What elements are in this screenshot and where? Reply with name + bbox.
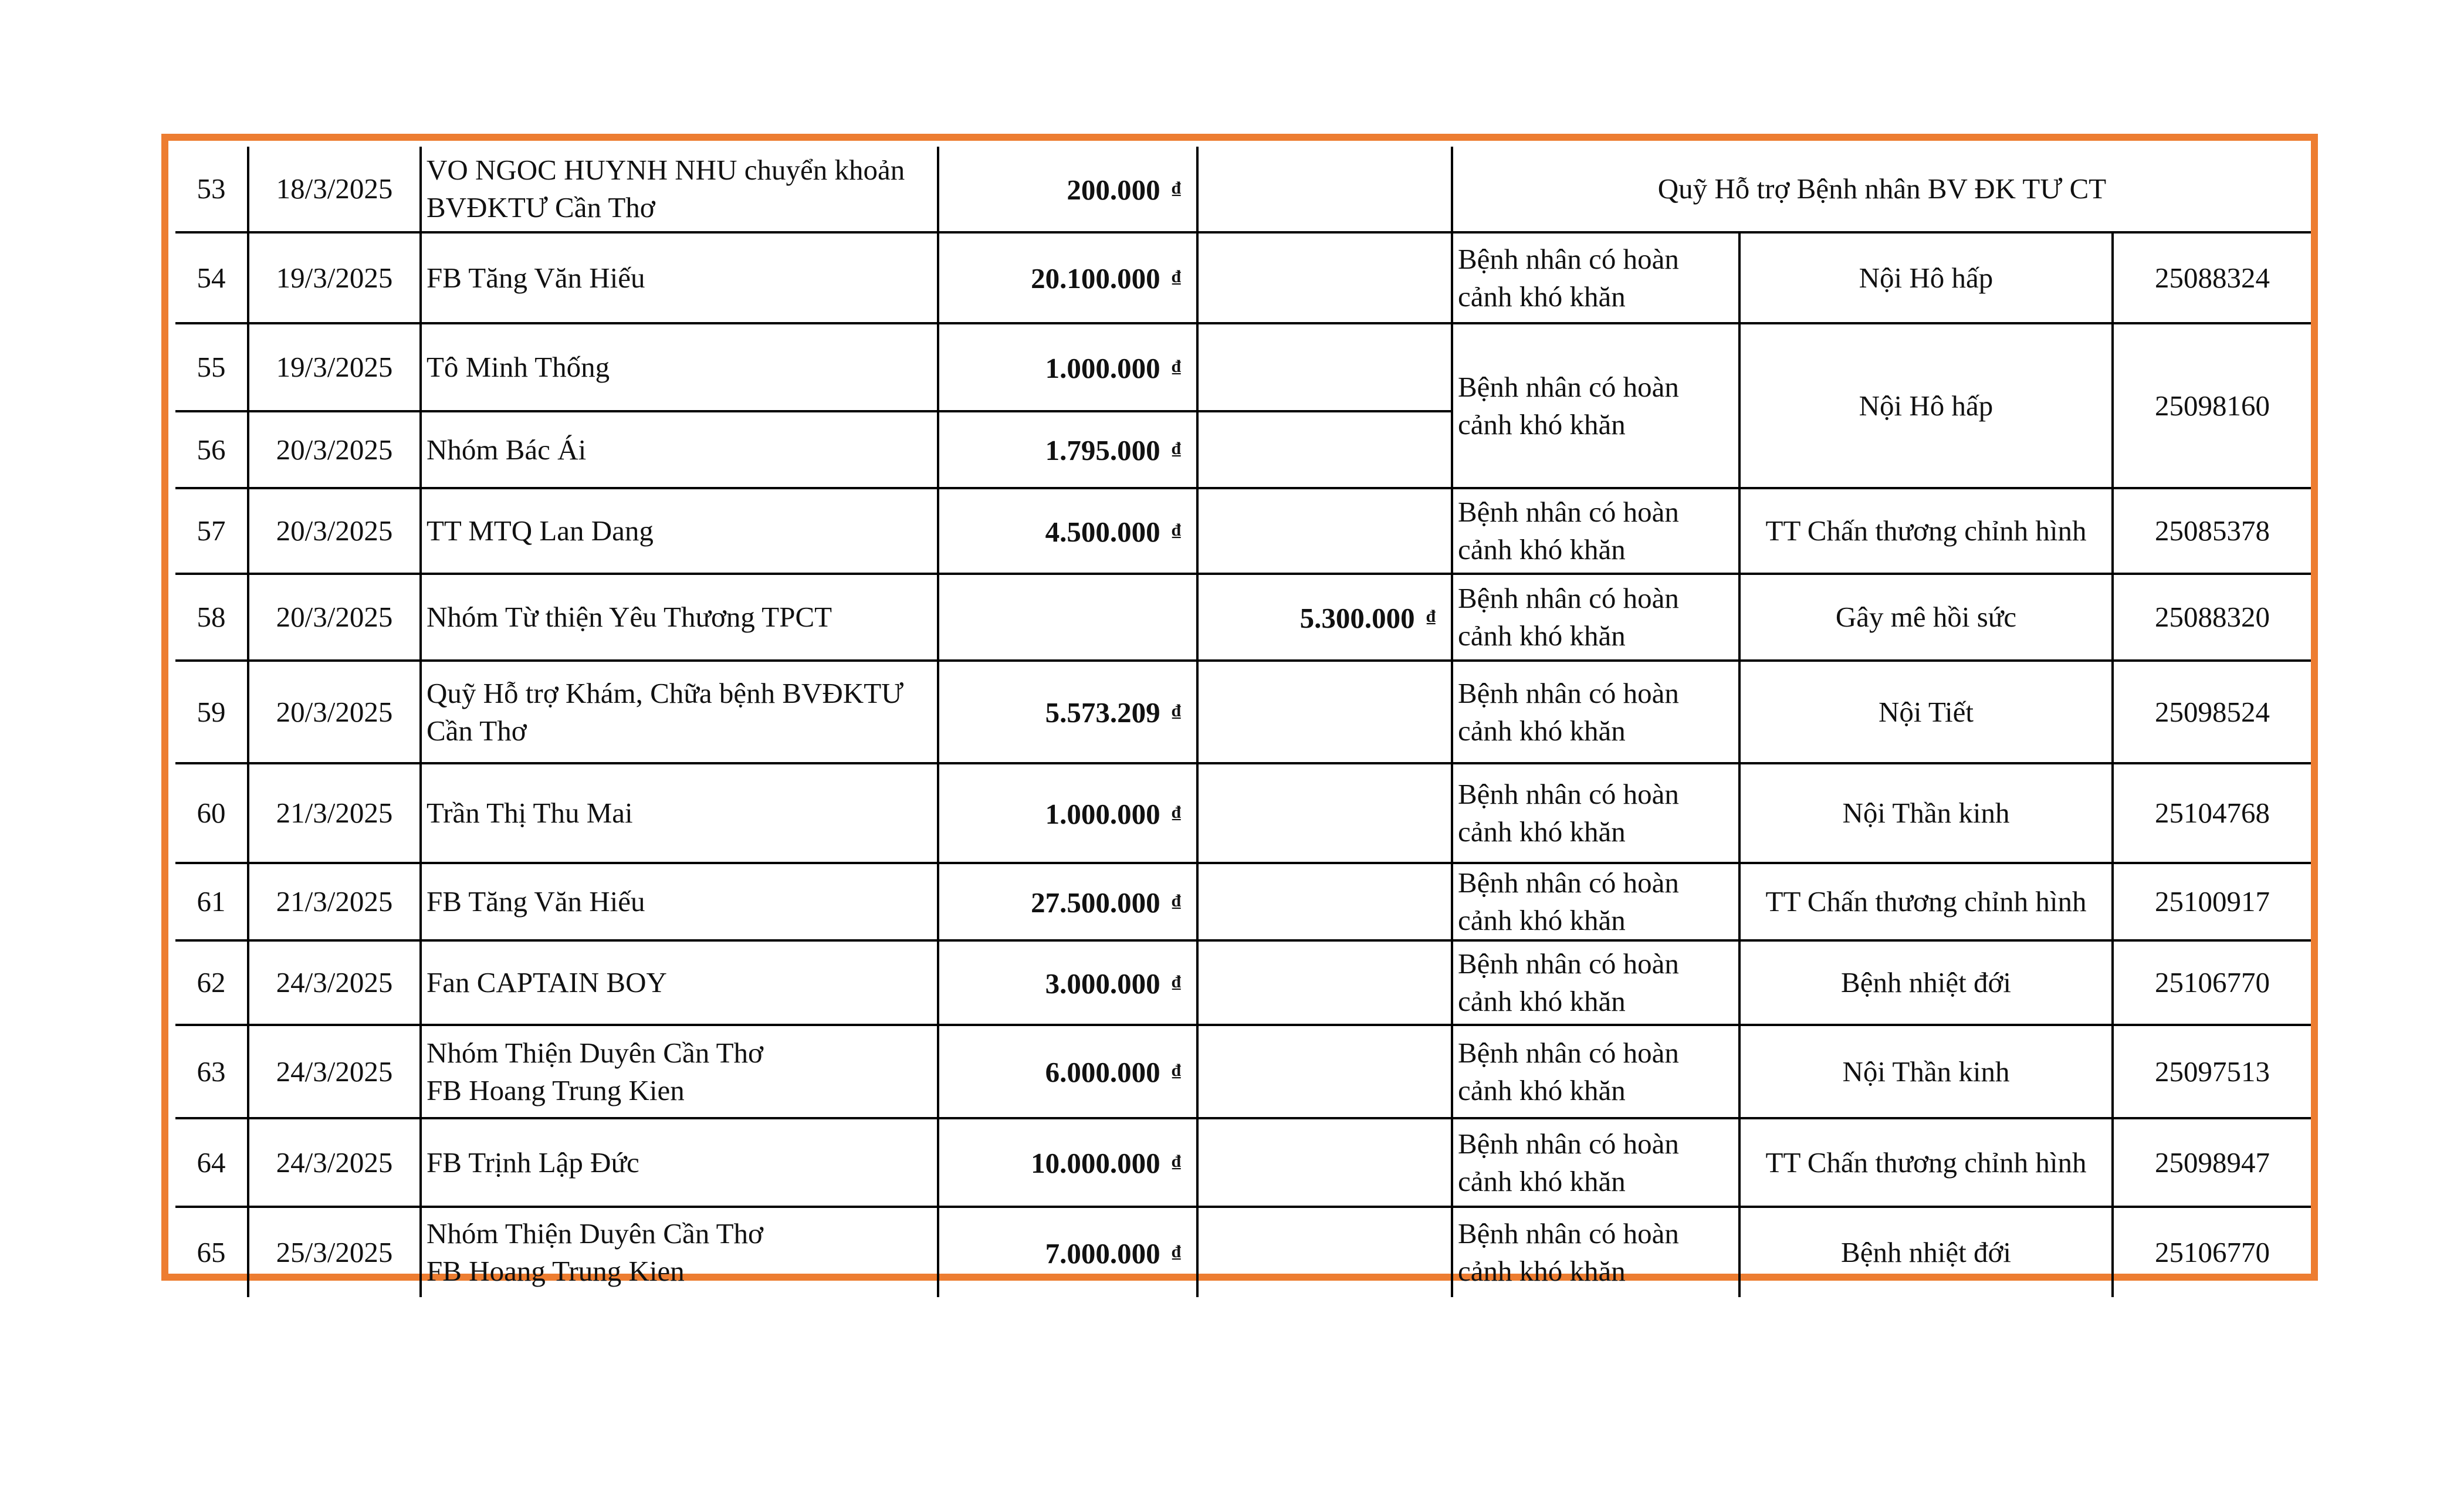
amount-cell xyxy=(938,763,1197,863)
purpose-line: cảnh khó khăn xyxy=(1458,815,1626,848)
donor-name-line: Tô Minh Thống xyxy=(427,351,610,383)
patient-code-cell: 25098160 xyxy=(2113,323,2311,488)
donor-name-line: Trần Thị Thu Mai xyxy=(427,797,633,829)
purpose-line: cảnh khó khăn xyxy=(1458,280,1626,313)
purpose-cell xyxy=(1452,574,1739,661)
table-body xyxy=(175,147,2311,1297)
amount-cell xyxy=(938,488,1197,574)
stt-cell: 53 xyxy=(175,147,248,232)
stt-cell: 58 xyxy=(175,574,248,661)
purpose-line: cảnh khó khăn xyxy=(1458,620,1626,652)
stt-cell: 63 xyxy=(175,1025,248,1118)
purpose-line: Bệnh nhân có hoàn xyxy=(1458,778,1679,810)
patient-code-cell: 25097513 xyxy=(2113,1025,2311,1118)
amount-value: 27.500.000 xyxy=(1031,886,1160,919)
amount-value: 20.100.000 xyxy=(1031,262,1160,295)
department-cell: Nội Thần kinh xyxy=(1739,763,2113,863)
amount-cell xyxy=(938,940,1197,1025)
department-cell: Nội Thần kinh xyxy=(1739,1025,2113,1118)
purpose-line: Bệnh nhân có hoàn xyxy=(1458,1127,1679,1160)
purpose-cell xyxy=(1452,1207,1739,1297)
amount2-cell xyxy=(1197,323,1452,411)
date-cell: 21/3/2025 xyxy=(248,863,421,940)
table-row xyxy=(175,863,2311,940)
date-cell: 20/3/2025 xyxy=(248,411,421,488)
donor-name-line: FB Hoang Trung Kien xyxy=(427,1255,685,1287)
table-row xyxy=(175,147,2311,232)
donor-name-line: FB Tăng Văn Hiếu xyxy=(427,261,645,294)
patient-code-cell: 25098524 xyxy=(2113,661,2311,763)
patient-code-cell: 25088324 xyxy=(2113,232,2311,323)
fund-cell: Quỹ Hỗ trợ Bệnh nhân BV ĐK TƯ CT xyxy=(1452,147,2311,232)
table-row xyxy=(175,763,2311,863)
purpose-line: cảnh khó khăn xyxy=(1458,904,1626,936)
purpose-line: Bệnh nhân có hoàn xyxy=(1458,370,1679,403)
donor-name-line: Nhóm Bác Ái xyxy=(427,433,587,466)
stt-cell: 61 xyxy=(175,863,248,940)
donor-name-line: FB Hoang Trung Kien xyxy=(427,1074,685,1106)
donor-name-line: VO NGOC HUYNH NHU chuyển khoản xyxy=(427,154,905,186)
amount-value: 6.000.000 xyxy=(1045,1056,1160,1088)
donor-name-line: Nhóm Từ thiện Yêu Thương TPCT xyxy=(427,601,832,633)
amount2-cell xyxy=(1197,763,1452,863)
donor-name-line: Quỹ Hỗ trợ Khám, Chữa bệnh BVĐKTƯ xyxy=(427,676,904,709)
date-cell: 20/3/2025 xyxy=(248,488,421,574)
amount2-cell xyxy=(1197,574,1452,661)
donor-name-cell xyxy=(421,411,938,488)
purpose-line: cảnh khó khăn xyxy=(1458,714,1626,747)
patient-code-cell: 25106770 xyxy=(2113,1207,2311,1297)
amount2-cell xyxy=(1197,411,1452,488)
currency-symbol: ₫ xyxy=(1172,891,1181,911)
donor-name-cell xyxy=(421,574,938,661)
date-cell: 25/3/2025 xyxy=(248,1207,421,1297)
stt-cell: 56 xyxy=(175,411,248,488)
amount-cell xyxy=(938,323,1197,411)
donor-name-cell xyxy=(421,940,938,1025)
purpose-cell xyxy=(1452,661,1739,763)
donor-name-cell xyxy=(421,763,938,863)
department-cell: Nội Hô hấp xyxy=(1739,323,2113,488)
purpose-cell xyxy=(1452,1025,1739,1118)
donor-name-line: FB Tăng Văn Hiếu xyxy=(427,885,645,918)
patient-code-cell: 25106770 xyxy=(2113,940,2311,1025)
amount-cell xyxy=(938,661,1197,763)
donor-name-line: FB Trịnh Lập Đức xyxy=(427,1146,639,1179)
department-cell: Nội Tiết xyxy=(1739,661,2113,763)
currency-symbol: ₫ xyxy=(1172,178,1181,198)
table-row xyxy=(175,232,2311,323)
donor-name-cell xyxy=(421,488,938,574)
department-cell: Bệnh nhiệt đới xyxy=(1739,940,2113,1025)
table-row xyxy=(175,1207,2311,1297)
patient-code-cell: 25104768 xyxy=(2113,763,2311,863)
amount-cell xyxy=(938,1025,1197,1118)
department-cell: Gây mê hồi sức xyxy=(1739,574,2113,661)
date-cell: 24/3/2025 xyxy=(248,940,421,1025)
table-row xyxy=(175,940,2311,1025)
date-cell: 20/3/2025 xyxy=(248,574,421,661)
amount-cell xyxy=(938,863,1197,940)
purpose-line: cảnh khó khăn xyxy=(1458,1165,1626,1197)
donor-name-cell xyxy=(421,1207,938,1297)
stt-cell: 64 xyxy=(175,1118,248,1207)
amount2-cell xyxy=(1197,863,1452,940)
purpose-line: cảnh khó khăn xyxy=(1458,408,1626,441)
donor-name-cell xyxy=(421,147,938,232)
amount-value: 5.573.209 xyxy=(1045,696,1160,729)
table-row xyxy=(175,323,2311,411)
donor-name-cell xyxy=(421,323,938,411)
donor-name-cell xyxy=(421,1025,938,1118)
date-cell: 18/3/2025 xyxy=(248,147,421,232)
date-cell: 24/3/2025 xyxy=(248,1025,421,1118)
donor-name-line: BVĐKTƯ Cần Thơ xyxy=(427,191,655,224)
donor-name-line: Nhóm Thiện Duyên Cần Thơ xyxy=(427,1036,763,1069)
purpose-cell xyxy=(1452,232,1739,323)
amount-value: 1.795.000 xyxy=(1045,434,1160,466)
amount-value: 7.000.000 xyxy=(1045,1237,1160,1270)
stt-cell: 57 xyxy=(175,488,248,574)
donor-name-cell xyxy=(421,863,938,940)
amount2-cell xyxy=(1197,232,1452,323)
table-row xyxy=(175,488,2311,574)
currency-symbol: ₫ xyxy=(1172,1061,1181,1080)
date-cell: 20/3/2025 xyxy=(248,661,421,763)
amount-cell xyxy=(938,574,1197,661)
patient-code-cell: 25100917 xyxy=(2113,863,2311,940)
currency-symbol: ₫ xyxy=(1426,606,1436,626)
amount-value: 1.000.000 xyxy=(1045,797,1160,830)
purpose-line: cảnh khó khăn xyxy=(1458,985,1626,1017)
department-cell: Bệnh nhiệt đới xyxy=(1739,1207,2113,1297)
donor-name-line: Fan CAPTAIN BOY xyxy=(427,966,667,999)
purpose-cell xyxy=(1452,940,1739,1025)
amount-value: 5.300.000 xyxy=(1299,601,1415,634)
table-row xyxy=(175,1025,2311,1118)
donation-table xyxy=(175,147,2311,1297)
purpose-line: Bệnh nhân có hoàn xyxy=(1458,676,1679,709)
purpose-line: Bệnh nhân có hoàn xyxy=(1458,496,1679,528)
table-row xyxy=(175,1118,2311,1207)
table-row xyxy=(175,661,2311,763)
patient-code-cell: 25098947 xyxy=(2113,1118,2311,1207)
stt-cell: 65 xyxy=(175,1207,248,1297)
stt-cell: 62 xyxy=(175,940,248,1025)
amount-cell xyxy=(938,147,1197,232)
purpose-line: cảnh khó khăn xyxy=(1458,533,1626,566)
amount-cell xyxy=(938,232,1197,323)
purpose-line: cảnh khó khăn xyxy=(1458,1255,1626,1287)
purpose-cell xyxy=(1452,323,1739,488)
purpose-line: Bệnh nhân có hoàn xyxy=(1458,947,1679,980)
stt-cell: 60 xyxy=(175,763,248,863)
currency-symbol: ₫ xyxy=(1172,1241,1181,1261)
table-row xyxy=(175,574,2311,661)
purpose-cell xyxy=(1452,488,1739,574)
purpose-cell xyxy=(1452,763,1739,863)
donor-name-line: Cần Thơ xyxy=(427,714,527,747)
donor-name-cell xyxy=(421,232,938,323)
date-cell: 19/3/2025 xyxy=(248,232,421,323)
patient-code-cell: 25085378 xyxy=(2113,488,2311,574)
stt-cell: 59 xyxy=(175,661,248,763)
amount-value: 1.000.000 xyxy=(1045,351,1160,384)
table-frame xyxy=(161,134,2318,1287)
department-cell: TT Chấn thương chỉnh hình xyxy=(1739,863,2113,940)
donor-name-cell xyxy=(421,1118,938,1207)
currency-symbol: ₫ xyxy=(1172,701,1181,720)
amount2-cell xyxy=(1197,488,1452,574)
purpose-cell xyxy=(1452,1118,1739,1207)
purpose-line: Bệnh nhân có hoàn xyxy=(1458,867,1679,899)
stt-cell: 54 xyxy=(175,232,248,323)
purpose-line: Bệnh nhân có hoàn xyxy=(1458,1036,1679,1069)
department-cell: Nội Hô hấp xyxy=(1739,232,2113,323)
date-cell: 19/3/2025 xyxy=(248,323,421,411)
amount2-cell xyxy=(1197,1025,1452,1118)
amount-cell xyxy=(938,411,1197,488)
currency-symbol: ₫ xyxy=(1172,1152,1181,1171)
stt-cell: 55 xyxy=(175,323,248,411)
currency-symbol: ₫ xyxy=(1172,356,1181,376)
amount2-cell xyxy=(1197,1207,1452,1297)
amount-value: 200.000 xyxy=(1067,173,1160,206)
department-cell: TT Chấn thương chỉnh hình xyxy=(1739,1118,2113,1207)
amount-value: 3.000.000 xyxy=(1045,967,1160,1000)
purpose-line: Bệnh nhân có hoàn xyxy=(1458,1217,1679,1250)
amount2-cell xyxy=(1197,661,1452,763)
amount2-cell xyxy=(1197,940,1452,1025)
amount2-cell xyxy=(1197,1118,1452,1207)
patient-code-cell: 25088320 xyxy=(2113,574,2311,661)
currency-symbol: ₫ xyxy=(1172,520,1181,540)
amount-cell xyxy=(938,1118,1197,1207)
amount-value: 10.000.000 xyxy=(1031,1147,1160,1179)
amount2-cell xyxy=(1197,147,1452,232)
currency-symbol: ₫ xyxy=(1172,802,1181,822)
purpose-line: Bệnh nhân có hoàn xyxy=(1458,242,1679,275)
amount-cell xyxy=(938,1207,1197,1297)
currency-symbol: ₫ xyxy=(1172,439,1181,458)
currency-symbol: ₫ xyxy=(1172,267,1181,286)
donor-name-line: TT MTQ Lan Dang xyxy=(427,515,654,547)
purpose-line: Bệnh nhân có hoàn xyxy=(1458,582,1679,614)
donor-name-line: Nhóm Thiện Duyên Cần Thơ xyxy=(427,1217,763,1250)
department-cell: TT Chấn thương chỉnh hình xyxy=(1739,488,2113,574)
purpose-cell xyxy=(1452,863,1739,940)
currency-symbol: ₫ xyxy=(1172,972,1181,991)
amount-value: 4.500.000 xyxy=(1045,515,1160,548)
date-cell: 21/3/2025 xyxy=(248,763,421,863)
purpose-line: cảnh khó khăn xyxy=(1458,1074,1626,1106)
donor-name-cell xyxy=(421,661,938,763)
date-cell: 24/3/2025 xyxy=(248,1118,421,1207)
